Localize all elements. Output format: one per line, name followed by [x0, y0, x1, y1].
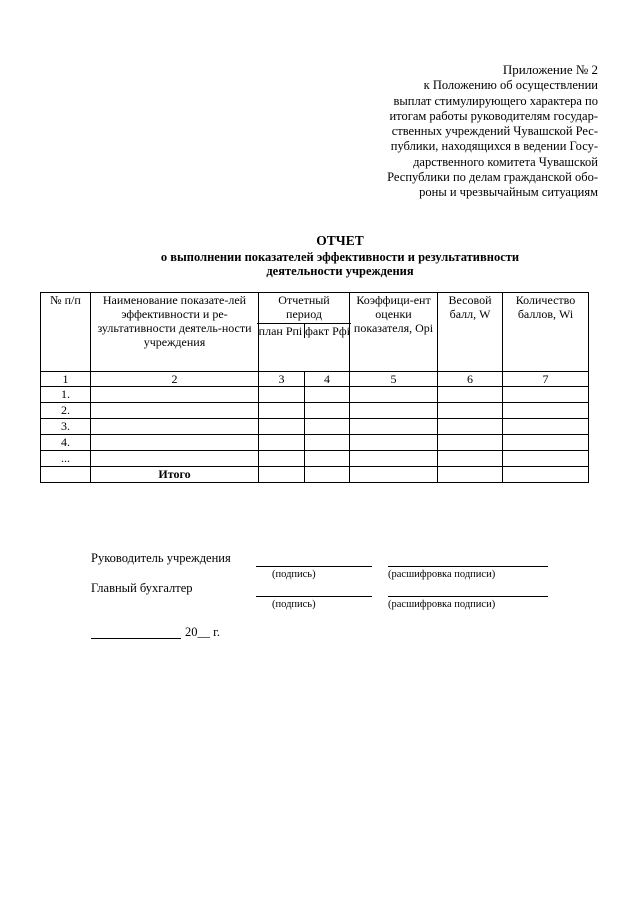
cell[interactable] — [503, 387, 589, 403]
title-heading: ОТЧЕТ — [316, 233, 364, 248]
cell — [41, 467, 91, 483]
cell[interactable] — [91, 451, 259, 467]
cell[interactable] — [259, 403, 305, 419]
head-signature-label: Руководитель учреждения — [91, 551, 231, 565]
signature-hint: (подпись) — [272, 569, 316, 580]
total-row — [41, 467, 589, 483]
header-period-sub — [257, 323, 351, 338]
header-weight: Весовой балл, W — [438, 293, 503, 372]
cell[interactable] — [438, 451, 503, 467]
row-index: 2. — [41, 403, 91, 419]
cell[interactable] — [350, 435, 438, 451]
col-number: 7 — [503, 372, 589, 387]
accountant-decode-line[interactable] — [388, 596, 548, 597]
cell[interactable] — [91, 403, 259, 419]
appendix-line: Республики по делам гражданской обо- — [387, 170, 598, 185]
header-indicator-name: Наименование показате-лей эффективности и ре-зультативности деятель-ности учреждения — [91, 293, 259, 372]
appendix-line: ственных учреждений Чувашской Рес- — [391, 124, 598, 139]
cell[interactable] — [259, 435, 305, 451]
cell[interactable] — [91, 435, 259, 451]
date-line[interactable] — [91, 638, 181, 639]
header-fact: факт Pфi — [305, 324, 350, 338]
cell[interactable] — [503, 435, 589, 451]
header-period-label: Отчетный период — [278, 293, 330, 321]
cell[interactable] — [259, 467, 305, 483]
header-number: № п/п — [41, 293, 91, 372]
col-number: 6 — [438, 372, 503, 387]
cell[interactable] — [350, 467, 438, 483]
appendix-line: роны и чрезвычайным ситуациям — [419, 185, 598, 200]
cell[interactable] — [438, 419, 503, 435]
cell[interactable] — [305, 419, 350, 435]
row-index: ... — [41, 451, 91, 467]
col-number: 5 — [350, 372, 438, 387]
appendix-line: дарственного комитета Чувашской — [413, 154, 598, 169]
appendix-line: итогам работы руководителям государ- — [389, 108, 598, 123]
cell[interactable] — [438, 435, 503, 451]
table-row — [41, 387, 589, 403]
title-line-2: деятельности учреждения — [266, 264, 414, 278]
row-index: 1. — [41, 387, 91, 403]
table-row — [41, 419, 589, 435]
cell[interactable] — [350, 403, 438, 419]
cell[interactable] — [259, 387, 305, 403]
cell[interactable] — [259, 419, 305, 435]
decode-hint: (расшифровка подписи) — [388, 599, 496, 610]
cell[interactable] — [438, 467, 503, 483]
cell[interactable] — [305, 387, 350, 403]
signature-hint: (подпись) — [272, 599, 316, 610]
table-row — [41, 451, 589, 467]
report-table — [40, 292, 589, 483]
table-row — [41, 403, 589, 419]
date-text: 20__ г. — [185, 625, 220, 639]
appendix-line: публики, находящихся в ведении Госу- — [390, 139, 598, 154]
header-period — [259, 293, 350, 372]
decode-hint: (расшифровка подписи) — [388, 569, 496, 580]
appendix-number: Приложение № 2 — [502, 62, 598, 77]
header-score: Количество баллов, Wi — [503, 293, 589, 372]
accountant-signature-line[interactable] — [256, 596, 372, 597]
cell[interactable] — [503, 451, 589, 467]
cell[interactable] — [350, 451, 438, 467]
cell[interactable] — [503, 467, 589, 483]
cell[interactable] — [350, 387, 438, 403]
table-row — [41, 435, 589, 451]
title-line-1: о выполнении показателей эффективности и результативности — [160, 249, 520, 264]
cell[interactable] — [438, 403, 503, 419]
cell[interactable] — [91, 387, 259, 403]
appendix-line: выплат стимулирующего характера по — [393, 93, 598, 108]
appendix-block — [348, 62, 598, 201]
cell[interactable] — [503, 419, 589, 435]
column-numbers-row — [41, 372, 589, 387]
appendix-line: к Положению об осуществлении — [423, 78, 598, 93]
col-number: 2 — [91, 372, 259, 387]
header-plan: план Pпi — [258, 324, 303, 338]
cell[interactable] — [305, 467, 350, 483]
cell[interactable] — [259, 451, 305, 467]
document-title — [40, 234, 639, 279]
cell[interactable] — [91, 419, 259, 435]
header-coefficient: Коэффици-ент оценки показателя, Opi — [350, 293, 438, 372]
row-index: 3. — [41, 419, 91, 435]
col-number: 3 — [259, 372, 305, 387]
cell[interactable] — [350, 419, 438, 435]
col-number: 1 — [41, 372, 91, 387]
col-number: 4 — [305, 372, 350, 387]
cell[interactable] — [503, 403, 589, 419]
head-decode-line[interactable] — [388, 566, 548, 567]
cell[interactable] — [305, 451, 350, 467]
cell[interactable] — [438, 387, 503, 403]
cell[interactable] — [305, 435, 350, 451]
accountant-signature-label: Главный бухгалтер — [91, 581, 193, 595]
head-signature-line[interactable] — [256, 566, 372, 567]
row-index: 4. — [41, 435, 91, 451]
total-label: Итого — [91, 467, 259, 483]
cell[interactable] — [305, 403, 350, 419]
